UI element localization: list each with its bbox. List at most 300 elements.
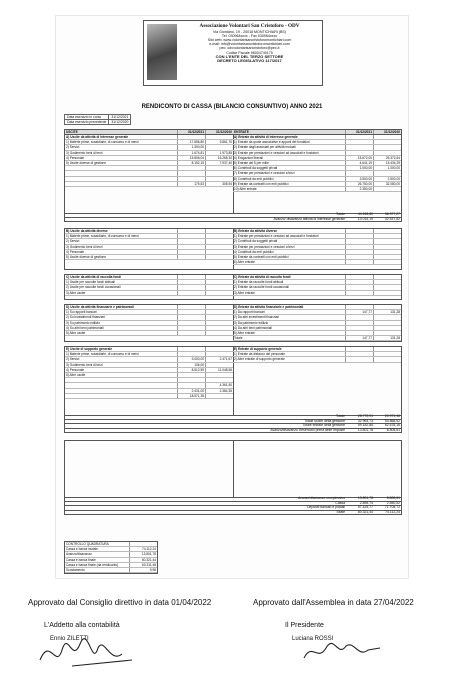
header-line: Via Giordano, 19 - 20018 MONTICHIARI (BS) xyxy=(212,29,287,34)
row-value xyxy=(373,347,401,351)
row-label: 5) Uscite diverse di gestione xyxy=(66,254,107,259)
total-value-current: 59.182,85 xyxy=(357,423,373,428)
row-value xyxy=(177,255,205,259)
row-value xyxy=(205,280,233,284)
row-value xyxy=(373,239,401,243)
table-row xyxy=(233,260,401,265)
row-label: B) Uscite da attività diverse xyxy=(66,229,108,233)
row-label: 3) Godimento beni di terzi xyxy=(66,150,103,155)
president-signature xyxy=(298,632,388,668)
row-value xyxy=(205,135,233,139)
total-value-previous: 74.112,24 xyxy=(385,509,400,514)
row-value: 60.311,46 xyxy=(129,563,157,567)
row-value xyxy=(345,326,373,330)
row-value xyxy=(205,239,233,243)
row-value xyxy=(205,378,233,382)
row-value xyxy=(177,378,205,382)
row-label: A) Entrate da attività di interesse generale xyxy=(234,135,298,139)
row-value xyxy=(373,331,401,335)
row-value xyxy=(177,291,205,295)
row-label: D) Entrate da attività finanziarie e patrimoniali xyxy=(234,305,304,309)
row-value xyxy=(205,352,233,356)
col-year-previous: 31/12/2020 xyxy=(373,130,401,134)
row-value: 15.806,04 xyxy=(177,156,205,160)
row-label xyxy=(65,378,177,382)
total-value-current: 32.964,73 xyxy=(357,418,373,423)
total-value-previous: 42.537,82 xyxy=(384,216,400,221)
row-label: 8) Contributi da enti pubblici xyxy=(234,176,274,181)
row-value xyxy=(345,140,373,144)
row-label xyxy=(65,383,177,387)
row-value xyxy=(373,229,401,233)
document-sheet xyxy=(56,16,408,578)
row-value: 308,94 xyxy=(205,182,233,186)
row-value xyxy=(373,357,401,361)
section-a xyxy=(64,134,402,214)
total-value-current: 10.015,19 xyxy=(357,216,373,221)
row-value xyxy=(345,135,373,139)
row-value xyxy=(177,310,205,314)
section-c xyxy=(64,274,402,300)
president-role: Il Presidente xyxy=(285,622,324,629)
row-value: 8.512,59 xyxy=(177,368,205,372)
row-value: 3.000,00 xyxy=(177,357,205,361)
row-value: 147,77 xyxy=(345,310,373,314)
row-value xyxy=(205,326,233,330)
row-value: 9.861,70 xyxy=(205,140,233,144)
row-label: 3) Altre entrate xyxy=(234,290,255,295)
row-value xyxy=(345,280,373,284)
row-label: E) Entrate di supporto generale xyxy=(234,347,282,351)
row-value xyxy=(205,145,233,149)
row-label: 2) Servizi xyxy=(66,357,80,362)
row-value xyxy=(373,135,401,139)
period-table xyxy=(64,114,131,125)
table-row xyxy=(233,336,401,341)
row-value xyxy=(205,171,233,175)
quadratura-box xyxy=(64,541,158,574)
row-label: 1) Materie prime, sussidiarie, di consumo e di merci xyxy=(66,140,139,145)
total-value-current: 13.801,78 xyxy=(357,427,373,432)
row-value: 2.384,35 xyxy=(205,389,233,393)
row-value: 131,28 xyxy=(373,310,401,314)
row-value xyxy=(205,291,233,295)
row-label: 2) Altre entrate di supporto generale xyxy=(234,357,285,362)
approval-board: Approvato dal Consiglio direttivo in data 01/04/2022 xyxy=(28,598,212,607)
row-label: 1) Entrate per prestazioni e cessioni ad associati e fondatori xyxy=(234,234,319,239)
row-value xyxy=(205,347,233,351)
row-label: 2) Contributi da soggetti privati xyxy=(234,239,278,244)
row-value xyxy=(373,145,401,149)
row-value xyxy=(373,315,401,319)
row-value xyxy=(373,171,401,175)
row-label: 2) Servizi xyxy=(66,239,80,244)
col-year-previous: 31/12/2020 xyxy=(205,130,233,134)
accountant-signature xyxy=(32,630,142,672)
row-label: 3) Da patrimonio edilizio xyxy=(234,320,269,325)
row-value xyxy=(177,352,205,356)
row-value xyxy=(373,275,401,279)
row-label xyxy=(65,394,177,398)
row-value xyxy=(345,315,373,319)
row-value: 175,53 xyxy=(177,182,205,186)
row-label: C) Uscite da attività di raccolta fondi xyxy=(66,275,122,279)
row-value: 15.434,29 xyxy=(373,161,401,165)
row-value xyxy=(205,321,233,325)
row-label: 1) Entrate da quote associative e apporti dei fondatori xyxy=(234,140,310,145)
row-value xyxy=(177,171,205,175)
row-value xyxy=(345,352,373,356)
row-value xyxy=(345,285,373,289)
row-label: Totale xyxy=(234,336,243,341)
header-line: Tel. 030964xxxx - Fax 030964xxxx xyxy=(221,34,278,39)
row-label: 3) Su patrimonio edilizio xyxy=(66,320,101,325)
row-label: B) Entrate da attività diverse xyxy=(234,229,278,233)
row-value xyxy=(177,135,205,139)
row-value xyxy=(177,315,205,319)
row-label: 6) Contributi da soggetti privati xyxy=(234,166,278,171)
row-value: 3.500,00 xyxy=(345,177,373,181)
row-value xyxy=(373,352,401,356)
row-label: 1) Materie prime, sussidiarie, di consumo e di merci xyxy=(66,234,139,239)
row-label: 3) Godimento beni di terzi xyxy=(66,362,103,367)
row-label: Cassa e banca finale xyxy=(66,557,96,562)
row-value xyxy=(345,331,373,335)
row-label: 4) Erogazioni liberali xyxy=(234,155,263,160)
approval-assembly: Approvato dall'Assemblea in data 27/04/2022 xyxy=(253,598,414,607)
row-value: 9,98 xyxy=(129,568,157,572)
row-label: 2) Entrate da raccolte fondi occasionali xyxy=(234,285,289,290)
row-value xyxy=(373,255,401,259)
row-value xyxy=(373,250,401,254)
row-label xyxy=(65,177,177,181)
table-row xyxy=(233,357,401,362)
total-value-previous: 62.678,16 xyxy=(384,423,400,428)
total-value-previous: 2.550,52 xyxy=(386,500,400,505)
total-value-current: 44.248,80 xyxy=(357,212,373,216)
row-value: 4.641,19 xyxy=(345,161,373,165)
row-value: 2.350,00 xyxy=(345,187,373,191)
col-year-current: 31/12/2021 xyxy=(345,130,373,134)
row-value xyxy=(345,321,373,325)
row-label: Avanzo/disavanzo xyxy=(66,552,92,557)
row-value xyxy=(177,177,205,181)
row-value xyxy=(345,145,373,149)
row-value xyxy=(177,321,205,325)
table-row xyxy=(233,187,401,192)
row-value xyxy=(205,363,233,367)
table-row xyxy=(65,394,233,399)
row-value xyxy=(345,291,373,295)
row-value xyxy=(205,250,233,254)
document-title: RENDICONTO DI CASSA (BILANCIO CONSUNTIVO) ANNO 2021 xyxy=(141,104,323,110)
row-value xyxy=(177,280,205,284)
row-label: 5) Entrate del 5 per mille xyxy=(234,160,269,165)
row-value xyxy=(373,234,401,238)
row-value xyxy=(177,347,205,351)
row-value xyxy=(177,383,205,387)
total-value-current: 13.801,78 xyxy=(357,496,373,500)
row-value xyxy=(177,245,205,249)
row-label: 5) Uscite diverse di gestione xyxy=(66,160,107,165)
row-label: 4) Da altri beni patrimoniali xyxy=(234,325,272,330)
col-uscite: USCITE xyxy=(66,130,78,134)
header-line: Codice Fiscale 96004740175 xyxy=(226,50,273,55)
row-label: 3) Godimento beni di terzi xyxy=(66,244,103,249)
row-value xyxy=(205,255,233,259)
row-value xyxy=(345,347,373,351)
row-value: 2.431,00 xyxy=(177,389,205,393)
total-value-previous: 54.868,52 xyxy=(384,418,400,423)
row-value xyxy=(345,171,373,175)
header-line: pec: odvvolontarisancristoforo@pec.it xyxy=(219,46,280,51)
row-value xyxy=(177,229,205,233)
row-value: 74.112,24 xyxy=(129,547,157,551)
president-name: Luciana ROSSI xyxy=(292,636,334,642)
row-value: 4.361,50 xyxy=(205,383,233,387)
period-value: 31/12/2021 xyxy=(109,115,131,120)
table-row xyxy=(233,291,401,296)
row-label: 5) Altre entrate xyxy=(234,330,255,335)
row-label: 10) Altre entrate xyxy=(234,186,257,191)
row-label: Cassa e banca iniziale xyxy=(66,547,98,552)
row-value: 1.674,81 xyxy=(177,151,205,155)
total-row xyxy=(64,217,402,223)
row-value xyxy=(373,321,401,325)
row-label: D) Uscite da attività finanziarie e patrimoniali xyxy=(66,305,134,309)
table-row xyxy=(65,182,233,187)
row-label: 4) Personale xyxy=(66,367,85,372)
row-value xyxy=(177,166,205,170)
total-value-previous: 36.377,27 xyxy=(384,212,400,216)
header-line: Sito web: www.volontarisancristoforomontichiari.com xyxy=(207,38,292,43)
letterhead xyxy=(143,20,323,86)
row-value xyxy=(373,291,401,295)
total-label: Avanzo/disavanzo d'esercizio prima delle imposte xyxy=(270,427,345,432)
row-label: 4) Personale xyxy=(66,155,85,160)
row-value xyxy=(345,260,373,264)
row-value: 25.372,64 xyxy=(373,156,401,160)
total-row xyxy=(64,510,402,516)
col-year-current: 31/12/2021 xyxy=(177,130,205,134)
row-label xyxy=(65,182,177,186)
total-label: Totale uscite della gestione xyxy=(304,418,345,423)
total-value-current: 57.425,77 xyxy=(357,505,373,510)
row-label: Cassa e banca finale (da rendiconto) xyxy=(66,562,119,567)
row-value xyxy=(345,250,373,254)
total-label: Totale entrate della gestione xyxy=(302,423,345,428)
section-d xyxy=(64,304,402,342)
row-label: 2) Entrate dagli associati per attività mutuali xyxy=(234,145,296,150)
row-value xyxy=(345,255,373,259)
total-row xyxy=(64,428,402,434)
row-value: 8.152,15 xyxy=(177,161,205,165)
accountant-name: Ennio ZILETTI xyxy=(50,636,89,642)
row-value xyxy=(373,151,401,155)
row-value xyxy=(205,331,233,335)
row-label: 4) Su altri beni patrimoniali xyxy=(66,325,104,330)
total-label: Depositi bancari e postali xyxy=(307,505,345,510)
period-value: 31/12/2020 xyxy=(109,120,131,125)
row-value xyxy=(373,305,401,309)
row-label: C) Entrate da attività di raccolta fondi xyxy=(234,275,291,279)
row-value xyxy=(177,326,205,330)
row-value: 2.500,00 xyxy=(373,177,401,181)
row-value: 18.571,35 xyxy=(177,394,205,398)
table-row xyxy=(65,568,157,573)
row-label: 2) Su investimenti finanziari xyxy=(66,315,105,320)
saint-logo-image xyxy=(147,24,177,80)
row-value xyxy=(177,250,205,254)
row-value xyxy=(205,310,233,314)
total-label: Avanzo/ disavanzo attività di interesse generale xyxy=(273,216,345,221)
row-value xyxy=(345,229,373,233)
row-value xyxy=(373,245,401,249)
row-value xyxy=(345,357,373,361)
row-value: 131,28 xyxy=(373,336,401,340)
total-label: Totale xyxy=(335,509,345,514)
org-name: Associazione Volontari San Cristoforo - ODV xyxy=(199,23,300,29)
row-value xyxy=(205,245,233,249)
row-value xyxy=(177,234,205,238)
row-value xyxy=(345,234,373,238)
row-value: 7.937,40 xyxy=(205,161,233,165)
row-label: 2) Da altri investimenti finanziari xyxy=(234,315,280,320)
section-e xyxy=(64,346,402,416)
row-value xyxy=(177,285,205,289)
row-label: 1) Materie prime, sussidiarie, di consumo e di merci xyxy=(66,352,139,357)
table-row xyxy=(65,255,233,260)
total-label: Totale xyxy=(335,212,345,216)
row-value xyxy=(373,326,401,330)
section-f xyxy=(64,440,402,498)
row-value xyxy=(205,305,233,309)
row-value: 13.801,78 xyxy=(129,552,157,556)
row-value: 17.656,80 xyxy=(177,140,205,144)
section-b xyxy=(64,228,402,270)
row-value xyxy=(205,315,233,319)
row-label: 4) Contributi da enti pubblici xyxy=(234,249,274,254)
row-value xyxy=(177,373,205,377)
row-value: 1.000,00 xyxy=(373,166,401,170)
row-label: 1) Da rapporti bancari xyxy=(234,310,265,315)
row-label: 1) Entrate da distacco del personale xyxy=(234,352,286,357)
row-value xyxy=(205,234,233,238)
row-value xyxy=(205,229,233,233)
row-value: 147,77 xyxy=(345,336,373,340)
row-label: CONTROLLO QUADRATURA xyxy=(66,542,109,546)
row-value: 15.672,00 xyxy=(345,156,373,160)
total-label: Cassa xyxy=(335,500,345,505)
period-label: Data esercizio precedente xyxy=(65,120,109,125)
row-value xyxy=(373,260,401,264)
row-label: 1) Entrate da raccolte fondi abituali xyxy=(234,280,284,285)
accountant-role: L'Addetto alla contabilità xyxy=(44,622,120,629)
row-label: 3) Entrate per prestazioni e cessioni a terzi xyxy=(234,244,295,249)
row-value xyxy=(345,151,373,155)
row-value: 1.300,00 xyxy=(177,145,205,149)
row-value: 1.000,00 xyxy=(345,166,373,170)
row-value xyxy=(177,239,205,243)
total-label: Avanzo/disavanzo complessivo xyxy=(297,496,345,500)
row-label xyxy=(65,166,177,170)
row-value xyxy=(177,331,205,335)
total-value-current: 60.321,44 xyxy=(357,509,373,514)
period-row xyxy=(65,120,131,125)
header-bold-line: DECRETO LEGISLATIVO 117/2017 xyxy=(217,58,282,64)
total-value-current: 28.772,91 xyxy=(357,414,373,418)
row-value xyxy=(345,245,373,249)
row-label: 6) Altre entrate xyxy=(234,260,255,265)
row-value: 32.080,00 xyxy=(373,182,401,186)
row-label: 5) Altre uscite xyxy=(66,372,86,377)
row-value xyxy=(345,275,373,279)
row-label: 5) Altre uscite xyxy=(66,330,86,335)
row-label: E) Uscite di supporto generale xyxy=(66,347,113,351)
row-value xyxy=(373,187,401,191)
row-label: Scostamento xyxy=(66,567,85,572)
row-value xyxy=(205,177,233,181)
row-label: 2) Uscite per raccolte fondi occasionali xyxy=(66,285,121,290)
row-label: 9) Entrate da contratti con enti pubblici xyxy=(234,181,289,186)
row-value xyxy=(205,373,233,377)
row-value xyxy=(129,542,157,546)
period-label: Data esercizio in corso xyxy=(65,115,109,120)
row-value xyxy=(373,280,401,284)
row-value xyxy=(373,140,401,144)
row-label: 5) Entrate da contratti con enti pubblici xyxy=(234,254,289,259)
row-value xyxy=(205,394,233,398)
letterhead-text xyxy=(180,24,319,64)
total-value-current: 2.895,74 xyxy=(359,500,373,505)
row-value: 2.471,67 xyxy=(205,357,233,361)
row-value: 26.750,00 xyxy=(345,182,373,186)
row-label: 3) Altre uscite xyxy=(66,290,86,295)
total-label: Totale xyxy=(335,414,345,418)
row-label: A) Uscite da attività di interesse generale xyxy=(66,135,129,139)
row-value: 60.321,44 xyxy=(129,558,157,562)
row-value: 16.268,30 xyxy=(205,156,233,160)
row-label: 1) Uscite per raccolte fondi abituali xyxy=(66,280,115,285)
row-value xyxy=(205,166,233,170)
total-value-previous: 8.808,61 xyxy=(386,427,400,432)
row-value xyxy=(345,239,373,243)
row-value: 106,00 xyxy=(177,363,205,367)
table-row xyxy=(65,331,233,336)
row-value: 11.048,56 xyxy=(205,368,233,372)
table-row xyxy=(65,291,233,296)
row-value xyxy=(205,285,233,289)
row-label: 4) Personale xyxy=(66,249,85,254)
header-bold-line: CON L'ENTE DEL TERZO SETTORE xyxy=(215,53,284,59)
row-label xyxy=(65,171,177,175)
row-value xyxy=(177,275,205,279)
row-value: 1.973,85 xyxy=(205,151,233,155)
row-value xyxy=(345,305,373,309)
row-value xyxy=(373,285,401,289)
row-label: 1) Su rapporti bancari xyxy=(66,310,97,315)
row-value xyxy=(177,305,205,309)
total-value-previous: 20.971,16 xyxy=(384,414,400,418)
col-entrate: ENTRATE xyxy=(234,130,249,134)
total-value-previous: 71.708,72 xyxy=(384,505,400,510)
row-label: 7) Entrate per prestazioni e cessioni a terzi xyxy=(234,171,295,176)
total-value-previous: 8.808,61 xyxy=(386,496,400,500)
header-line: e-mail: info@volontarisancristoforomontichiari.com xyxy=(209,42,290,47)
period-row xyxy=(65,115,131,120)
row-label: 2) Servizi xyxy=(66,145,80,150)
row-label xyxy=(65,389,177,393)
